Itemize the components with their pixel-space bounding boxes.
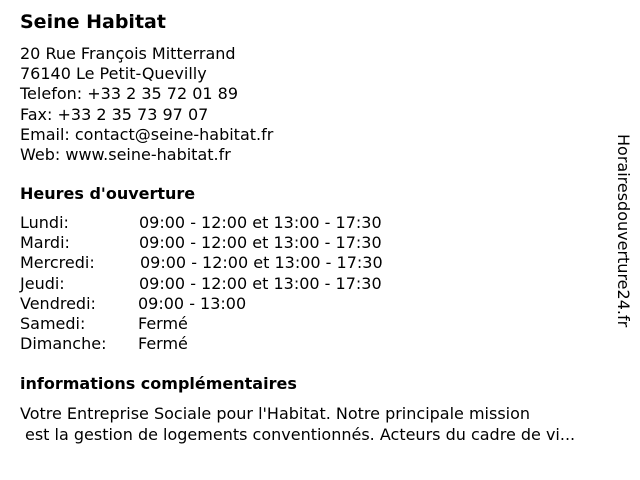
additional-info-heading: informations complémentaires <box>20 374 297 393</box>
hours-value: Fermé <box>138 313 188 333</box>
day-label: Mardi: <box>20 233 70 253</box>
hours-row-saturday <box>20 314 440 334</box>
hours-row-monday <box>20 213 440 233</box>
phone-number: Telefon: +33 2 35 72 01 89 <box>20 84 239 104</box>
day-label: Dimanche: <box>20 334 107 354</box>
address-city: 76140 Le Petit-Quevilly <box>20 64 207 84</box>
info-line-1: Votre Entreprise Sociale pour l'Habitat. Notre principale mission <box>20 404 531 423</box>
site-watermark: Horairesdouverture24.fr <box>614 134 633 328</box>
hours-value: 09:00 - 12:00 et 13:00 - 17:30 <box>139 213 382 232</box>
hours-row-tuesday <box>20 233 440 253</box>
business-name: Seine Habitat <box>20 11 166 33</box>
hours-row-friday <box>20 294 440 314</box>
hours-value: Fermé <box>138 334 188 354</box>
fax-number: Fax: +33 2 35 73 97 07 <box>20 104 209 124</box>
additional-info-text <box>20 404 575 445</box>
info-line-2: est la gestion de logements conventionnés. Acteurs du cadre de vi... <box>25 424 576 444</box>
hours-value: 09:00 - 12:00 et 13:00 - 17:30 <box>139 233 382 253</box>
day-label: Jeudi: <box>20 273 65 293</box>
day-label: Mercredi: <box>20 253 95 273</box>
hours-value: 09:00 - 12:00 et 13:00 - 17:30 <box>139 273 382 293</box>
day-label: Samedi: <box>20 313 86 333</box>
opening-hours-heading: Heures d'ouverture <box>20 184 196 203</box>
email-address: Email: contact@seine-habitat.fr <box>20 124 274 144</box>
address-street: 20 Rue François Mitterrand <box>20 44 236 63</box>
hours-value: 09:00 - 12:00 et 13:00 - 17:30 <box>140 253 383 273</box>
day-label: Lundi: <box>20 213 69 232</box>
day-label: Vendredi: <box>20 293 96 313</box>
website-url: Web: www.seine-habitat.fr <box>20 144 231 164</box>
contact-block <box>20 44 273 165</box>
hours-value: 09:00 - 13:00 <box>138 293 247 313</box>
hours-row-wednesday <box>20 253 440 273</box>
hours-row-sunday <box>20 334 440 354</box>
opening-hours-table <box>20 213 440 354</box>
hours-row-thursday <box>20 274 440 294</box>
